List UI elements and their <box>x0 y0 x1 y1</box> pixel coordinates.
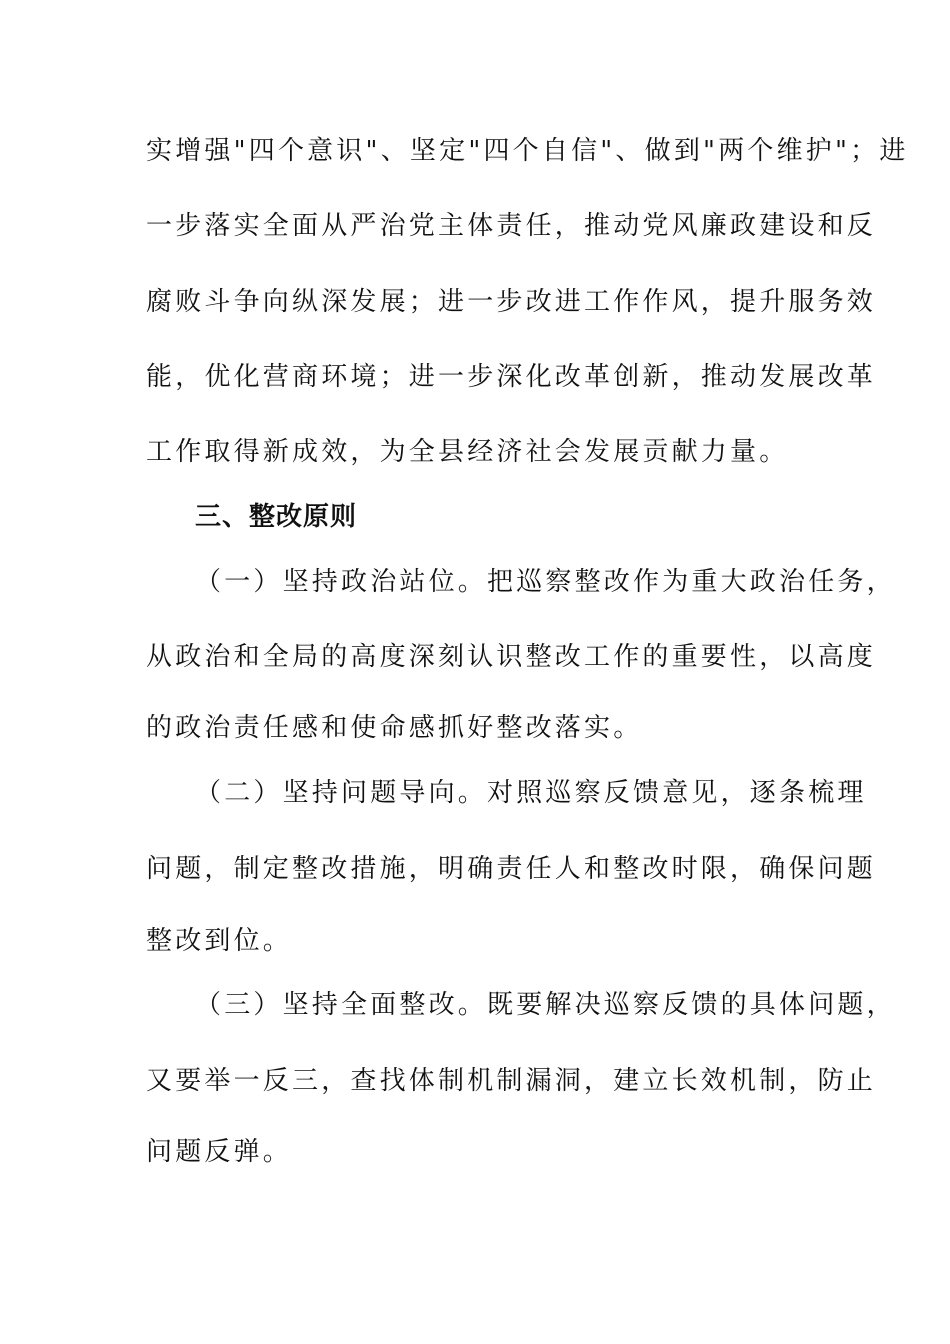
principle-3-line: 又要举一反三，查找体制机制漏洞，建立长效机制，防止 <box>146 1066 877 1096</box>
principle-3-line: （三）坚持全面整改。既要解决巡察反馈的具体问题， <box>195 990 896 1020</box>
principle-3-line: 问题反弹。 <box>146 1137 293 1167</box>
paragraph-line: 实增强"四个意识"、坚定"四个自信"、做到"两个维护"；进 <box>146 136 909 166</box>
principle-1-line: 从政治和全局的高度深刻认识整改工作的重要性，以高度 <box>146 642 877 672</box>
paragraph-line: 工作取得新成效，为全县经济社会发展贡献力量。 <box>146 437 789 467</box>
principle-2-line: 整改到位。 <box>146 926 293 956</box>
paragraph-line: 能，优化营商环境；进一步深化改革创新，推动发展改革 <box>146 362 877 392</box>
section-heading: 三、整改原则 <box>195 502 358 532</box>
principle-2-line: （二）坚持问题导向。对照巡察反馈意见，逐条梳理 <box>195 778 867 808</box>
paragraph-line: 一步落实全面从严治党主体责任，推动党风廉政建设和反 <box>146 211 877 241</box>
paragraph-line: 腐败斗争向纵深发展；进一步改进工作作风，提升服务效 <box>146 287 877 317</box>
principle-1-line: （一）坚持政治站位。把巡察整改作为重大政治任务， <box>195 567 896 597</box>
principle-1-line: 的政治责任感和使命感抓好整改落实。 <box>146 713 643 743</box>
principle-2-line: 问题，制定整改措施，明确责任人和整改时限，确保问题 <box>146 854 877 884</box>
